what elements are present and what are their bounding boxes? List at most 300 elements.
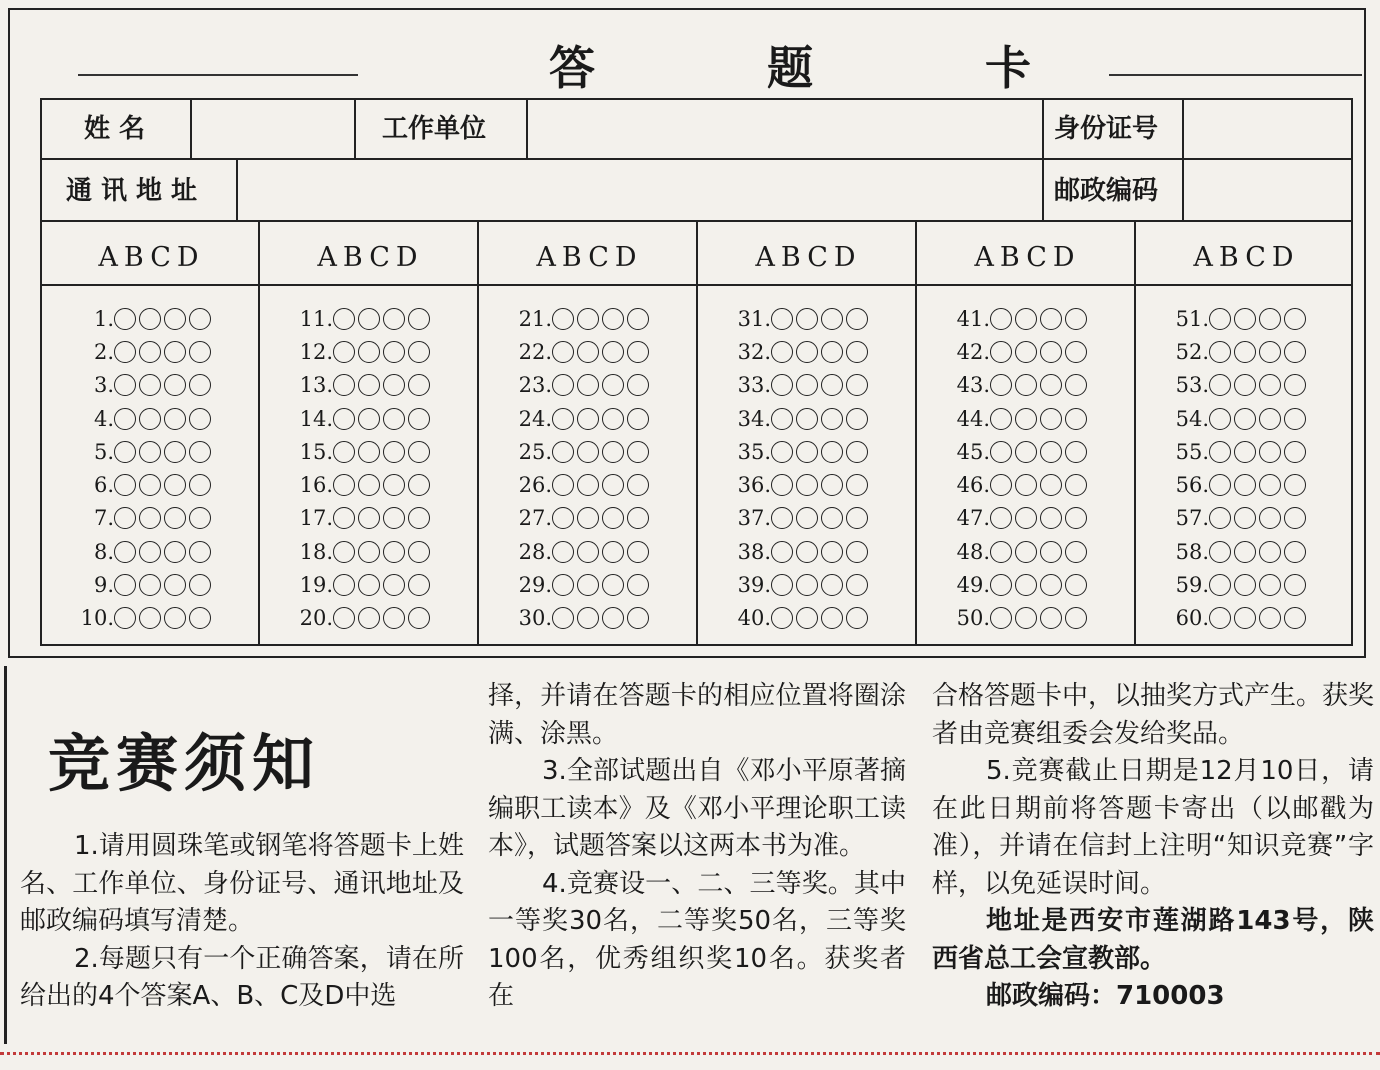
answer-bubble-a[interactable] [333,607,355,629]
answer-bubble-b[interactable] [1015,607,1037,629]
answer-bubble-a[interactable] [333,374,355,396]
answer-bubble-d[interactable] [1284,574,1306,596]
answer-bubbles [771,308,871,330]
answer-bubble-a[interactable] [552,308,574,330]
question-number: 19. [299,573,333,598]
answer-bubble-a[interactable] [990,574,1012,596]
question-number: 13. [299,373,333,398]
answer-bubble-b[interactable] [1234,374,1256,396]
answer-bubble-b[interactable] [358,308,380,330]
answer-bubble-b[interactable] [1015,541,1037,563]
answer-bubble-b[interactable] [577,374,599,396]
answer-bubble-d[interactable] [408,308,430,330]
answer-bubble-a[interactable] [114,341,136,363]
answer-bubble-a[interactable] [771,607,793,629]
answer-bubble-c[interactable] [383,308,405,330]
answer-bubble-a[interactable] [114,607,136,629]
answer-bubble-b[interactable] [139,341,161,363]
answer-bubble-c[interactable] [602,308,624,330]
question-number: 10. [80,606,114,631]
answer-bubble-a[interactable] [1209,574,1231,596]
answer-bubble-d[interactable] [1284,507,1306,529]
answer-bubble-c[interactable] [164,308,186,330]
answer-bubbles [1209,607,1309,629]
question-number: 52. [1175,339,1209,364]
answer-bubble-c[interactable] [164,341,186,363]
answer-bubble-b[interactable] [139,507,161,529]
answer-bubble-b[interactable] [358,574,380,596]
question-column [261,302,480,635]
answer-bubble-c[interactable] [602,574,624,596]
answer-bubble-a[interactable] [771,441,793,463]
answer-bubble-d[interactable] [189,374,211,396]
answer-bubble-c[interactable] [1259,507,1281,529]
answer-bubble-d[interactable] [627,574,649,596]
question-number: 1. [93,306,114,331]
answer-bubble-a[interactable] [990,541,1012,563]
answer-bubble-a[interactable] [771,474,793,496]
answer-bubble-c[interactable] [1040,474,1062,496]
answer-bubble-d[interactable] [627,374,649,396]
answer-bubbles [771,574,871,596]
question-row [918,568,1137,601]
question-number: 26. [518,473,552,498]
answer-bubble-d[interactable] [189,441,211,463]
answer-bubble-b[interactable] [139,474,161,496]
answer-bubble-c[interactable] [1259,541,1281,563]
answer-bubble-d[interactable] [408,374,430,396]
question-row [918,435,1137,468]
answer-bubble-d[interactable] [408,541,430,563]
answer-bubble-b[interactable] [1234,474,1256,496]
answer-bubble-c[interactable] [602,507,624,529]
answer-bubble-c[interactable] [1259,374,1281,396]
answer-bubble-b[interactable] [139,408,161,430]
answer-bubble-b[interactable] [358,341,380,363]
answer-bubble-c[interactable] [1259,607,1281,629]
answer-bubble-b[interactable] [577,308,599,330]
answer-bubble-d[interactable] [189,341,211,363]
answer-bubbles [1209,341,1309,363]
answer-bubble-b[interactable] [1015,574,1037,596]
question-row [918,535,1137,568]
answer-bubble-d[interactable] [1284,441,1306,463]
answer-bubble-d[interactable] [1065,507,1087,529]
answer-bubble-d[interactable] [846,607,868,629]
answer-bubble-a[interactable] [771,408,793,430]
answer-bubble-a[interactable] [333,441,355,463]
answer-bubble-b[interactable] [796,507,818,529]
answer-bubble-c[interactable] [821,507,843,529]
answer-bubble-a[interactable] [771,341,793,363]
answer-bubble-c[interactable] [1259,474,1281,496]
answer-bubble-d[interactable] [1065,341,1087,363]
answer-bubble-c[interactable] [383,341,405,363]
answer-bubble-c[interactable] [602,341,624,363]
answer-bubble-b[interactable] [577,607,599,629]
answer-bubble-c[interactable] [1040,507,1062,529]
answer-bubble-c[interactable] [164,474,186,496]
answer-bubble-c[interactable] [383,507,405,529]
answer-bubble-a[interactable] [1209,308,1231,330]
answer-bubble-b[interactable] [358,607,380,629]
question-number: 31. [737,306,771,331]
answer-bubble-a[interactable] [1209,541,1231,563]
answer-bubble-c[interactable] [1259,308,1281,330]
answer-bubble-a[interactable] [333,341,355,363]
question-number: 60. [1175,606,1209,631]
answer-bubble-b[interactable] [796,374,818,396]
answer-bubble-c[interactable] [383,441,405,463]
answer-bubble-a[interactable] [114,541,136,563]
answer-bubble-c[interactable] [602,374,624,396]
answer-bubble-d[interactable] [846,374,868,396]
answer-bubble-a[interactable] [771,374,793,396]
question-row [480,602,699,635]
answer-bubble-c[interactable] [164,507,186,529]
answer-bubble-a[interactable] [552,374,574,396]
question-number: 56. [1175,473,1209,498]
dotted-border [0,1052,1380,1055]
answer-bubble-b[interactable] [577,507,599,529]
question-number: 40. [737,606,771,631]
answer-bubble-c[interactable] [1040,408,1062,430]
answer-bubble-b[interactable] [577,408,599,430]
answer-bubble-c[interactable] [1040,441,1062,463]
answer-bubble-a[interactable] [771,308,793,330]
answer-bubble-c[interactable] [383,374,405,396]
answer-bubble-c[interactable] [1259,408,1281,430]
answer-bubble-d[interactable] [408,441,430,463]
question-row [42,302,261,335]
answer-bubble-b[interactable] [796,308,818,330]
answer-bubble-d[interactable] [1284,541,1306,563]
answer-bubble-d[interactable] [1065,441,1087,463]
answer-bubble-d[interactable] [627,474,649,496]
answer-bubble-d[interactable] [1065,607,1087,629]
answer-bubble-d[interactable] [189,408,211,430]
question-row [1137,335,1356,368]
answer-bubble-b[interactable] [358,474,380,496]
answer-bubble-b[interactable] [1234,541,1256,563]
answer-bubble-d[interactable] [627,441,649,463]
answer-bubble-b[interactable] [796,341,818,363]
answer-bubble-d[interactable] [846,474,868,496]
answer-bubble-d[interactable] [189,507,211,529]
answer-bubble-a[interactable] [114,441,136,463]
answer-bubble-b[interactable] [1234,341,1256,363]
answer-bubble-a[interactable] [114,308,136,330]
question-number: 14. [299,406,333,431]
answer-bubble-a[interactable] [114,374,136,396]
answer-bubble-a[interactable] [333,541,355,563]
answer-bubbles [114,607,214,629]
answer-bubble-b[interactable] [1015,341,1037,363]
answer-bubble-a[interactable] [552,408,574,430]
answer-bubbles [114,374,214,396]
answer-bubble-d[interactable] [627,308,649,330]
answer-bubble-b[interactable] [577,474,599,496]
answer-bubble-d[interactable] [846,574,868,596]
answer-bubble-a[interactable] [1209,374,1231,396]
answer-bubble-c[interactable] [1040,341,1062,363]
answer-bubble-c[interactable] [821,474,843,496]
answer-bubble-c[interactable] [821,607,843,629]
answer-bubble-b[interactable] [358,374,380,396]
answer-bubble-d[interactable] [189,541,211,563]
answer-bubbles [552,374,652,396]
answer-bubble-c[interactable] [164,574,186,596]
answer-bubble-a[interactable] [990,308,1012,330]
question-row [42,468,261,501]
question-row [261,502,480,535]
answer-bubble-c[interactable] [821,574,843,596]
answer-bubble-b[interactable] [1234,607,1256,629]
answer-bubble-d[interactable] [627,341,649,363]
answer-bubble-b[interactable] [1234,574,1256,596]
answer-bubble-b[interactable] [1015,308,1037,330]
answer-bubble-b[interactable] [1015,507,1037,529]
answer-bubble-c[interactable] [821,341,843,363]
answer-bubble-a[interactable] [552,607,574,629]
question-number: 3. [93,373,114,398]
answer-bubbles [990,341,1090,363]
answer-bubble-d[interactable] [1065,541,1087,563]
option-header: ABCD [98,242,205,273]
answer-bubble-b[interactable] [796,607,818,629]
answer-bubble-c[interactable] [1259,341,1281,363]
question-number: 4. [93,406,114,431]
answer-bubble-a[interactable] [1209,607,1231,629]
answer-bubble-c[interactable] [164,408,186,430]
answer-bubble-c[interactable] [821,541,843,563]
answer-bubble-c[interactable] [602,408,624,430]
answer-bubble-b[interactable] [1234,408,1256,430]
answer-bubbles [771,341,871,363]
answer-bubble-a[interactable] [114,408,136,430]
answer-bubble-a[interactable] [990,474,1012,496]
answer-bubble-a[interactable] [1209,507,1231,529]
answer-bubble-a[interactable] [990,341,1012,363]
answer-bubble-a[interactable] [990,374,1012,396]
answer-bubble-a[interactable] [990,507,1012,529]
answer-bubble-b[interactable] [358,541,380,563]
answer-bubble-a[interactable] [333,474,355,496]
answer-bubble-a[interactable] [552,341,574,363]
question-row [42,369,261,402]
answer-bubble-b[interactable] [1234,308,1256,330]
answer-bubble-d[interactable] [846,507,868,529]
answer-bubble-a[interactable] [552,474,574,496]
answer-bubble-d[interactable] [1065,308,1087,330]
answer-bubble-a[interactable] [333,308,355,330]
answer-bubble-a[interactable] [1209,474,1231,496]
answer-bubble-b[interactable] [577,541,599,563]
answer-bubble-c[interactable] [821,408,843,430]
answer-bubble-b[interactable] [1234,441,1256,463]
answer-bubble-b[interactable] [358,408,380,430]
answer-bubble-d[interactable] [1284,374,1306,396]
answer-bubble-c[interactable] [1040,607,1062,629]
answer-bubble-c[interactable] [383,541,405,563]
contest-notice [0,666,1380,1046]
answer-bubble-a[interactable] [333,408,355,430]
answer-bubble-d[interactable] [408,474,430,496]
answer-bubble-a[interactable] [1209,441,1231,463]
answer-bubble-a[interactable] [114,507,136,529]
answer-bubble-d[interactable] [408,341,430,363]
answer-bubble-b[interactable] [796,441,818,463]
card-title: 答 题 卡 [535,38,1109,98]
answer-bubble-d[interactable] [1284,341,1306,363]
answer-bubble-a[interactable] [333,507,355,529]
grid-divider [42,158,1351,160]
answer-bubble-d[interactable] [1065,408,1087,430]
answer-bubble-d[interactable] [1065,574,1087,596]
answer-bubble-b[interactable] [139,374,161,396]
question-row [1137,602,1356,635]
answer-bubble-d[interactable] [846,441,868,463]
answer-bubble-b[interactable] [139,441,161,463]
answer-bubble-b[interactable] [358,507,380,529]
answer-bubble-a[interactable] [552,574,574,596]
answer-bubble-a[interactable] [114,474,136,496]
answer-bubbles [552,341,652,363]
answer-bubble-a[interactable] [552,541,574,563]
answer-bubble-d[interactable] [189,474,211,496]
answer-bubble-b[interactable] [139,607,161,629]
answer-bubble-d[interactable] [189,574,211,596]
answer-bubble-a[interactable] [114,574,136,596]
answer-bubble-a[interactable] [990,408,1012,430]
answer-bubble-c[interactable] [602,474,624,496]
answer-bubble-d[interactable] [627,607,649,629]
answer-bubble-c[interactable] [164,541,186,563]
answer-bubble-b[interactable] [358,441,380,463]
question-number: 22. [518,339,552,364]
answer-bubble-c[interactable] [383,408,405,430]
answer-bubble-a[interactable] [1209,341,1231,363]
answer-bubble-b[interactable] [1015,441,1037,463]
answer-bubble-b[interactable] [796,574,818,596]
answer-bubble-c[interactable] [1040,541,1062,563]
answer-bubble-d[interactable] [1284,607,1306,629]
answer-bubble-c[interactable] [164,607,186,629]
answer-bubble-c[interactable] [602,541,624,563]
answer-bubble-c[interactable] [602,607,624,629]
answer-bubble-c[interactable] [1259,574,1281,596]
answer-bubble-d[interactable] [1284,474,1306,496]
question-row [1137,369,1356,402]
answer-bubble-b[interactable] [577,441,599,463]
question-row [261,402,480,435]
answer-bubble-b[interactable] [1015,474,1037,496]
answer-bubble-d[interactable] [1284,308,1306,330]
answer-bubble-c[interactable] [383,607,405,629]
answer-bubble-b[interactable] [577,574,599,596]
question-number: 41. [956,306,990,331]
answer-bubble-c[interactable] [1040,308,1062,330]
answer-bubble-c[interactable] [821,374,843,396]
answer-bubble-c[interactable] [164,374,186,396]
answer-bubbles [114,341,214,363]
answer-bubble-b[interactable] [796,474,818,496]
answer-bubble-a[interactable] [771,541,793,563]
answer-bubble-d[interactable] [408,574,430,596]
answer-bubble-d[interactable] [189,308,211,330]
answer-bubble-d[interactable] [1065,474,1087,496]
answer-bubble-d[interactable] [846,408,868,430]
answer-bubble-c[interactable] [602,441,624,463]
answer-bubble-d[interactable] [846,308,868,330]
answer-bubble-c[interactable] [164,441,186,463]
question-row [1137,468,1356,501]
answer-bubble-b[interactable] [1015,374,1037,396]
answer-bubble-c[interactable] [1259,441,1281,463]
answer-bubble-c[interactable] [383,474,405,496]
answer-bubble-d[interactable] [408,607,430,629]
answer-bubble-d[interactable] [408,507,430,529]
answer-bubble-b[interactable] [796,541,818,563]
answer-bubble-c[interactable] [1040,374,1062,396]
question-row [699,402,918,435]
answer-bubble-b[interactable] [577,341,599,363]
answer-bubble-c[interactable] [821,441,843,463]
answer-bubble-b[interactable] [139,574,161,596]
answer-bubble-a[interactable] [333,574,355,596]
answer-bubble-d[interactable] [189,607,211,629]
answer-bubbles [990,441,1090,463]
question-number: 15. [299,439,333,464]
question-row [1137,302,1356,335]
answer-bubble-b[interactable] [1015,408,1037,430]
answer-bubble-b[interactable] [1234,507,1256,529]
answer-bubble-b[interactable] [139,541,161,563]
question-number: 33. [737,373,771,398]
question-number: 42. [956,339,990,364]
answer-bubble-d[interactable] [846,541,868,563]
question-number: 18. [299,539,333,564]
label-name: 姓 名 [84,114,146,144]
answer-bubble-a[interactable] [771,507,793,529]
answer-bubble-a[interactable] [771,574,793,596]
question-number: 58. [1175,539,1209,564]
answer-bubble-a[interactable] [552,441,574,463]
answer-bubble-a[interactable] [552,507,574,529]
answer-bubble-d[interactable] [846,341,868,363]
question-number: 9. [93,573,114,598]
answer-bubble-b[interactable] [796,408,818,430]
answer-bubbles [771,441,871,463]
answer-bubble-d[interactable] [408,408,430,430]
answer-bubble-d[interactable] [627,408,649,430]
answer-bubble-d[interactable] [1065,374,1087,396]
answer-bubble-a[interactable] [990,607,1012,629]
answer-bubble-c[interactable] [383,574,405,596]
answer-bubble-d[interactable] [627,541,649,563]
answer-bubble-d[interactable] [627,507,649,529]
answer-bubble-a[interactable] [1209,408,1231,430]
answer-bubbles [333,541,433,563]
answer-bubble-c[interactable] [1040,574,1062,596]
answer-bubbles [990,541,1090,563]
answer-bubble-d[interactable] [1284,408,1306,430]
question-number: 57. [1175,506,1209,531]
answer-bubble-b[interactable] [139,308,161,330]
answer-bubble-c[interactable] [821,308,843,330]
answer-bubble-a[interactable] [990,441,1012,463]
question-row [1137,568,1356,601]
